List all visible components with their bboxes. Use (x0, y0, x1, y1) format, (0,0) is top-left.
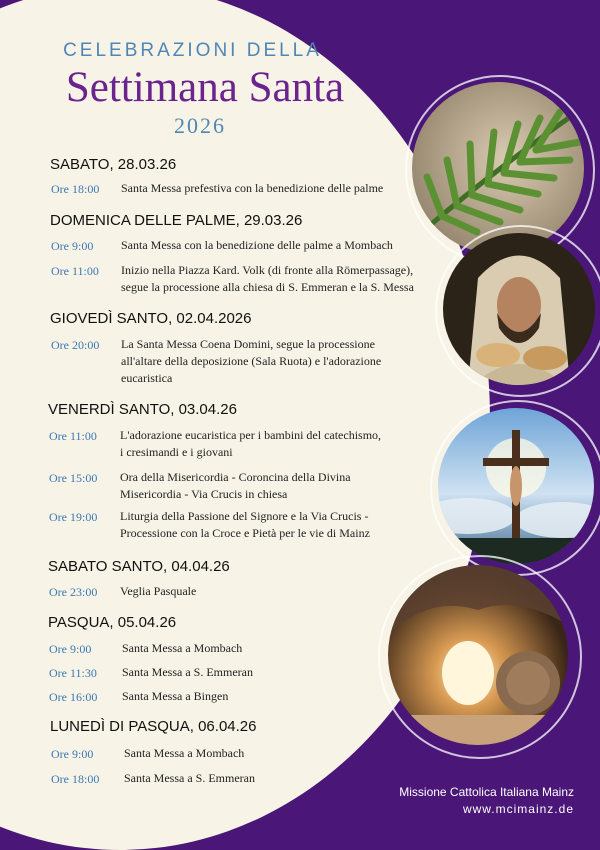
event-time: Ore 11:30 (49, 666, 97, 680)
event-time: Ore 16:00 (49, 690, 98, 704)
event-time: Ore 18:00 (51, 182, 100, 196)
jesus-bread-image (443, 233, 595, 385)
footer-url[interactable]: www.mcimainz.de (462, 802, 574, 816)
header-line1: CELEBRAZIONI DELLA (63, 40, 322, 61)
day-title: VENERDÌ SANTO, 03.04.26 (48, 401, 237, 418)
event-desc: Santa Messa a S. Emmeran (124, 771, 255, 785)
event-desc: Ora della Misericordia - Coroncina della Divina Misericordia - Via Crucis in chiesa (120, 470, 351, 501)
event-time: Ore 20:00 (51, 338, 100, 352)
event-time: Ore 15:00 (49, 471, 98, 485)
event-desc: Santa Messa a Bingen (122, 689, 229, 703)
event-desc: Santa Messa a Mombach (122, 641, 243, 655)
day-title: PASQUA, 05.04.26 (48, 614, 177, 631)
event-desc: Santa Messa a S. Emmeran (122, 665, 253, 679)
event-desc: Inizio nella Piazza Kard. Volk (di fronte alla Römerpassage), segue la processione alla chiesa di S. Emmeran e la S. Messa (121, 263, 414, 294)
day-title: LUNEDÌ DI PASQUA, 06.04.26 (50, 718, 257, 735)
event-time: Ore 19:00 (49, 510, 98, 524)
event-time: Ore 9:00 (51, 747, 94, 761)
day-title: SABATO SANTO, 04.04.26 (48, 558, 230, 575)
day-title: SABATO, 28.03.26 (50, 156, 177, 173)
event-desc: Liturgia della Passione del Signore e la Via Crucis - Processione con la Croce e Pietà per le vie di Mainz (120, 509, 370, 540)
header-year: 2026 (174, 113, 226, 138)
event-time: Ore 9:00 (49, 642, 92, 656)
crucifix-image (438, 408, 594, 564)
event-time: Ore 11:00 (49, 429, 97, 443)
event-desc: L'adorazione eucaristica per i bambini del catechismo, i cresimandi e i giovani (120, 428, 382, 459)
event-time: Ore 11:00 (51, 264, 99, 278)
event-desc: Veglia Pasquale (120, 584, 197, 598)
event-desc: Santa Messa a Mombach (124, 746, 245, 760)
footer-org: Missione Cattolica Italiana Mainz (399, 785, 574, 799)
day-title: GIOVEDÌ SANTO, 02.04.2026 (50, 310, 252, 327)
event-time: Ore 9:00 (51, 239, 94, 253)
event-desc: Santa Messa prefestiva con la benedizione delle palme (121, 181, 384, 195)
day-title: DOMENICA DELLE PALME, 29.03.26 (50, 212, 303, 229)
empty-tomb-image (388, 565, 568, 745)
event-time: Ore 18:00 (51, 772, 100, 786)
event-desc: La Santa Messa Coena Domini, segue la processione all'altare della deposizione (Sala Ruota) e l'adorazione eucaristica (121, 337, 382, 385)
event-time: Ore 23:00 (49, 585, 98, 599)
page-title: Settimana Santa (65, 64, 345, 111)
event-desc: Santa Messa con la benedizione delle palme a Mombach (121, 238, 393, 252)
